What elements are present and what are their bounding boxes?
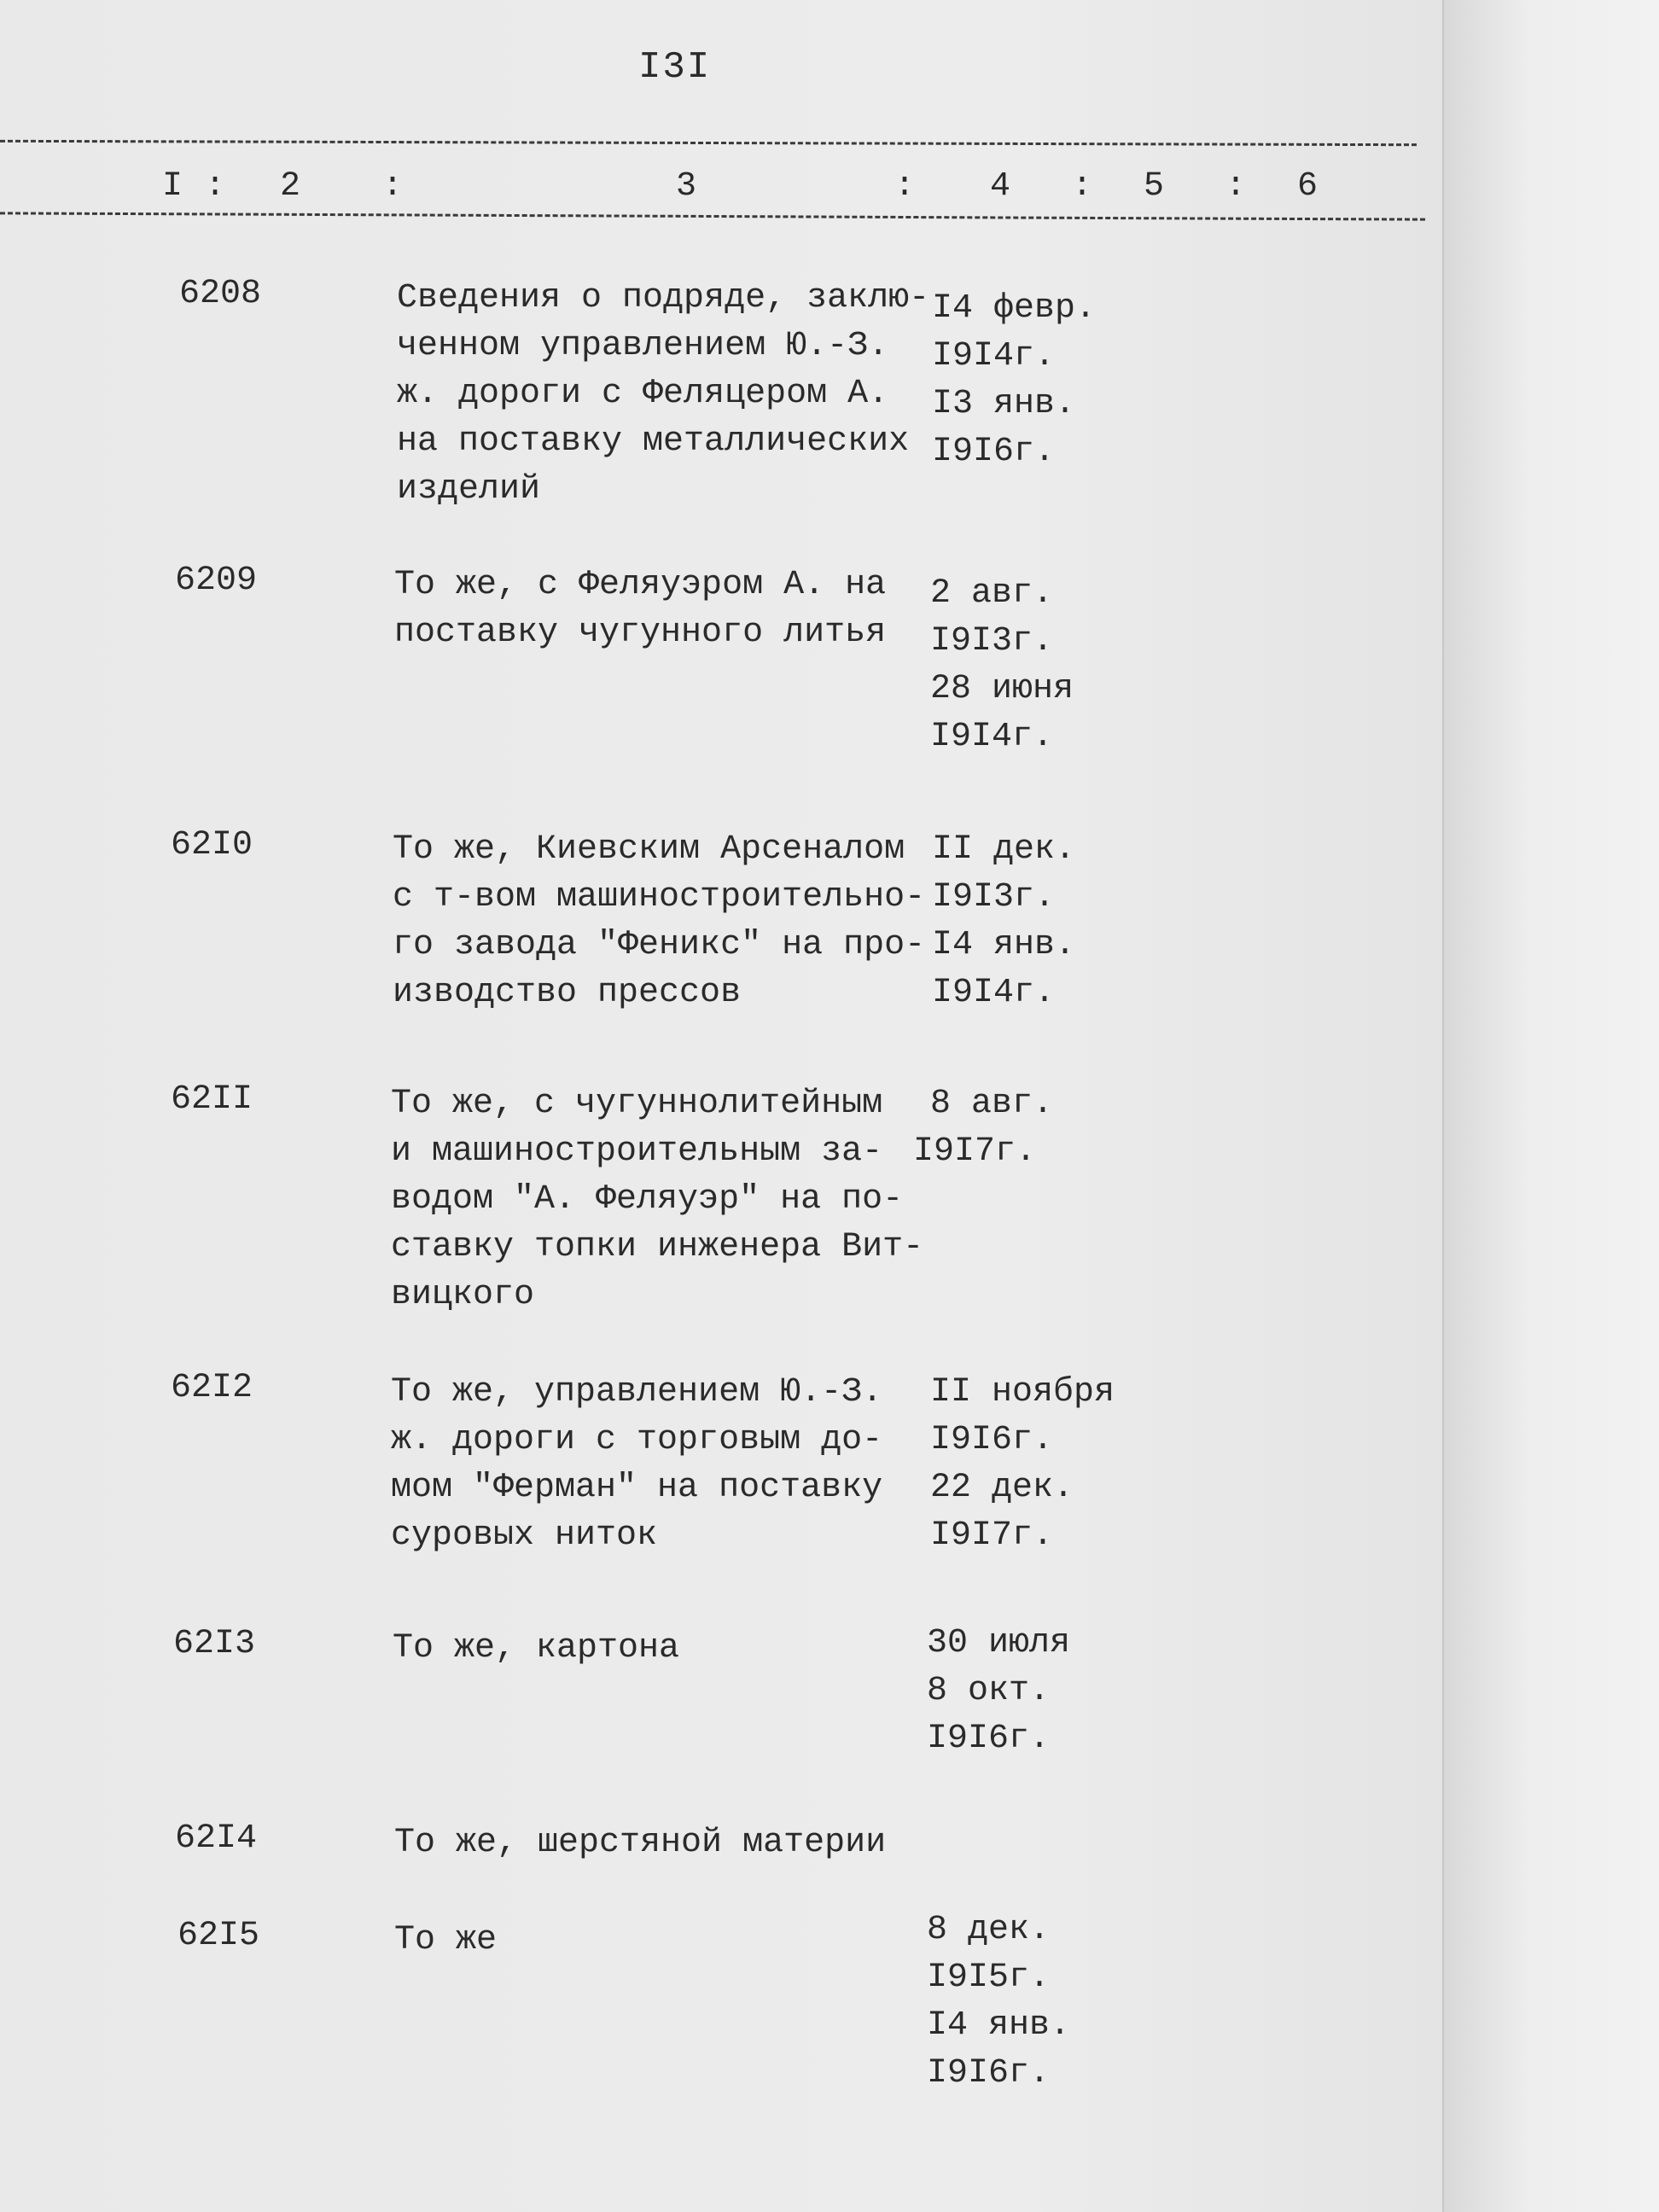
date-line: 8 дек. xyxy=(927,1911,1051,1949)
entry-description xyxy=(391,1080,937,1319)
date-line: I9I6г. xyxy=(927,2054,1051,2093)
column-separator: : xyxy=(382,167,404,206)
underlying-page-edge xyxy=(1442,0,1659,2212)
date-line: I9I7г. xyxy=(913,1132,1037,1171)
date-line: I9I6г. xyxy=(930,1421,1054,1459)
description-line: мом "Ферман" на поставку xyxy=(391,1469,883,1507)
column-header-2: 2 xyxy=(280,167,301,206)
column-header-4: 4 xyxy=(990,167,1011,206)
date-line: 2 авг. xyxy=(930,574,1054,613)
description-line: изводство прессов xyxy=(393,974,742,1012)
entry-description xyxy=(393,1625,939,1673)
date-line: II дек. xyxy=(932,830,1076,869)
description-line: с т-вом машиностроительно- xyxy=(393,878,926,917)
date-line: I4 янв. xyxy=(927,2006,1071,2045)
column-separator: : xyxy=(894,167,916,206)
entry-number: 62I4 xyxy=(175,1819,258,1858)
entry-dates xyxy=(927,1620,1149,1763)
date-line: 28 июня xyxy=(930,670,1074,708)
description-line: Сведения о подряде, заклю- xyxy=(397,279,930,317)
entry-description xyxy=(394,1917,940,1965)
date-line: I4 янв. xyxy=(932,926,1076,964)
description-line: То же, картона xyxy=(393,1629,680,1668)
column-separator: : xyxy=(205,167,226,206)
description-line: ченном управлением Ю.-З. xyxy=(397,327,889,365)
column-separator: : xyxy=(1072,167,1093,206)
page-number: I3I xyxy=(638,46,712,89)
date-line: I9I4г. xyxy=(930,718,1054,756)
entry-description xyxy=(391,1369,937,1560)
description-line: вицкого xyxy=(391,1276,535,1314)
description-line: водом "А. Феляуэр" на по- xyxy=(391,1180,904,1219)
date-line: I9I3г. xyxy=(932,878,1056,917)
description-line: То же, Киевским Арсеналом xyxy=(393,830,905,869)
description-line: То же, управлением Ю.-З. xyxy=(391,1373,883,1412)
date-line: I9I7г. xyxy=(930,1516,1054,1555)
header-rule-bottom xyxy=(0,212,1425,220)
entry-dates xyxy=(930,570,1152,761)
entry-number: 62I0 xyxy=(171,826,253,864)
description-line: и машиностроительным за- xyxy=(391,1132,883,1171)
column-separator: : xyxy=(1225,167,1247,206)
date-line: I9I6г. xyxy=(932,433,1056,471)
description-line: То же, шерстяной материи xyxy=(394,1824,887,1862)
entry-dates xyxy=(927,1906,1149,2098)
description-line: суровых ниток xyxy=(391,1516,658,1555)
description-line: То же xyxy=(394,1921,498,1959)
column-header-1: I xyxy=(162,167,183,206)
date-line: I9I5г. xyxy=(927,1959,1051,1997)
description-line: ж. дороги с торговым до- xyxy=(391,1421,883,1459)
description-line: ж. дороги с Феляцером А. xyxy=(397,375,889,413)
date-line: 22 дек. xyxy=(930,1469,1074,1507)
column-header-6: 6 xyxy=(1297,167,1318,206)
column-header-3: 3 xyxy=(676,167,697,206)
description-line: на поставку металлических xyxy=(397,422,910,461)
column-header-5: 5 xyxy=(1144,167,1165,206)
entry-number: 6208 xyxy=(179,275,262,313)
description-line: То же, с Феляуэром А. на xyxy=(394,566,887,604)
date-line: 8 окт. xyxy=(927,1672,1051,1710)
date-line: I9I4г. xyxy=(932,974,1056,1012)
date-line: 30 июля xyxy=(927,1624,1071,1662)
date-line: I9I3г. xyxy=(930,622,1054,661)
date-line: I4 февр. xyxy=(932,289,1097,328)
entry-description xyxy=(394,562,940,657)
entry-description xyxy=(394,1819,940,1867)
description-line: ставку топки инженера Вит- xyxy=(391,1228,924,1266)
date-line: I9I4г. xyxy=(932,337,1056,375)
description-line: изделий xyxy=(397,470,541,509)
entry-dates xyxy=(913,1080,1135,1176)
date-line: 8 авг. xyxy=(930,1085,1054,1123)
entry-dates xyxy=(932,285,1154,476)
entry-dates xyxy=(932,826,1154,1017)
entry-description xyxy=(393,826,939,1017)
date-line: I3 янв. xyxy=(932,385,1076,423)
date-line: II ноября xyxy=(930,1373,1115,1412)
entry-number: 6209 xyxy=(175,562,258,600)
description-line: То же, с чугуннолитейным xyxy=(391,1085,883,1123)
entry-number: 62I3 xyxy=(173,1625,256,1663)
entry-number: 62II xyxy=(171,1080,253,1119)
entry-description xyxy=(397,275,943,514)
description-line: го завода "Феникс" на про- xyxy=(393,926,926,964)
entry-dates xyxy=(930,1369,1152,1560)
entry-number: 62I2 xyxy=(171,1369,253,1407)
description-line: поставку чугунного литья xyxy=(394,614,887,652)
entry-number: 62I5 xyxy=(178,1917,260,1955)
date-line: I9I6г. xyxy=(927,1720,1051,1758)
header-rule-top xyxy=(0,140,1417,146)
